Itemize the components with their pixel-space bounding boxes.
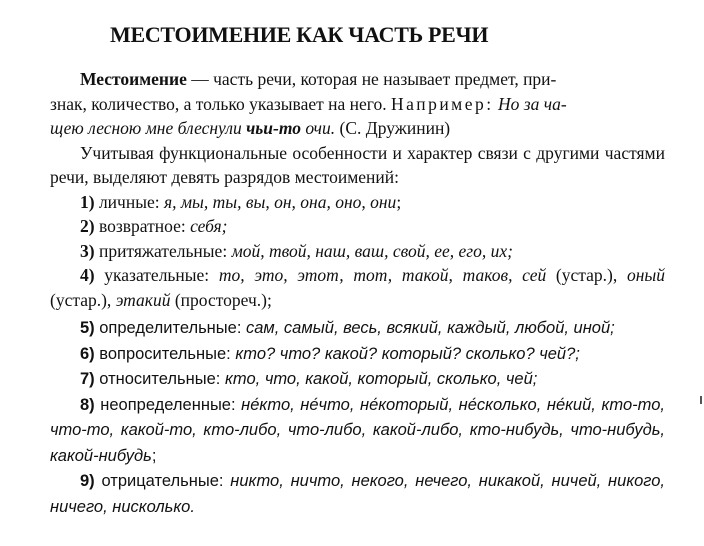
category-examples: то, это, этот, тот, такой, таков, сей [218, 265, 547, 285]
category-examples-3: этакий [115, 289, 171, 310]
category-2 [50, 214, 665, 239]
quote-source: (С. Дружинин) [335, 118, 451, 138]
category-5 [50, 316, 665, 342]
category-7 [50, 367, 665, 393]
category-note-1: (устар.), [546, 265, 627, 285]
category-name: личные: [94, 191, 164, 212]
category-end: ; [396, 191, 402, 212]
category-examples: никто, ничто, некого, нечего, никакой, ничей, никого, ничего, нисколько. [50, 472, 665, 516]
text-block-intro [50, 67, 665, 312]
definition-paragraph [50, 67, 665, 141]
scan-margin-mark [700, 396, 702, 404]
category-examples: не́кто, не́что, не́который, не́сколько, не́кий, кто-то, что-то, какой-то, кто-либо, что-либо, какой-либо, кто-нибудь, что-нибудь, какой-нибудь [50, 395, 665, 465]
category-examples: я, мы, ты, вы, он, она, оно, они [163, 191, 397, 212]
definition-text-1: — часть речи, которая не называет предмет, при- [186, 69, 557, 89]
quote-part-a: Но за ча- [493, 93, 567, 114]
quote-highlight: чьи-то [246, 118, 301, 138]
category-8 [50, 393, 665, 470]
definition-text-2: знак, количество, а только указывает на него. [50, 93, 392, 114]
category-name: возвратное: [94, 216, 191, 236]
category-examples: мой, твой, наш, ваш, свой, ее, его, их; [231, 240, 513, 261]
category-number: 8) [80, 395, 95, 414]
term-pronoun: Местоимение [80, 69, 187, 89]
category-number: 2) [80, 216, 95, 236]
category-name: определительные: [94, 319, 246, 337]
category-number: 6) [80, 344, 95, 363]
category-examples: кто? что? какой? который? сколько? чей?; [235, 344, 580, 363]
category-name: неопределенные: [94, 395, 242, 414]
category-name: относительные: [94, 370, 225, 388]
example-label: Например: [391, 93, 494, 114]
category-examples-2: оный [626, 265, 665, 285]
category-number: 9) [80, 472, 95, 490]
category-examples: кто, что, какой, который, сколько, чей; [224, 370, 538, 388]
category-number: 1) [80, 191, 95, 212]
category-name: отрицательные: [94, 472, 231, 490]
category-4 [50, 263, 665, 312]
category-number: 3) [80, 240, 95, 261]
lead-paragraph: Учитывая функциональные особенности и характер связи с другими частями речи, выделяют девять разрядов местоимений: [50, 142, 665, 187]
text-block-categories [50, 316, 665, 520]
category-name: притяжательные: [94, 240, 232, 261]
category-number: 5) [80, 319, 95, 337]
category-9 [50, 469, 665, 520]
category-3 [50, 239, 665, 264]
page-title: МЕСТОИМЕНИЕ КАК ЧАСТЬ РЕЧИ [110, 22, 489, 47]
category-1 [50, 190, 665, 215]
category-examples: сам, самый, весь, всякий, каждый, любой, иной; [246, 319, 615, 337]
category-name: указательные: [94, 265, 219, 285]
category-number: 4) [80, 265, 95, 285]
category-note-2: (устар.), [50, 289, 116, 310]
quote-part-c: очи. [301, 118, 336, 138]
category-examples: себя; [190, 216, 228, 236]
category-end: ; [151, 446, 157, 465]
category-name: вопросительные: [94, 344, 236, 363]
category-note-3: (простореч.); [170, 289, 272, 310]
category-number: 7) [80, 370, 95, 388]
quote-part-b: щею лесною мне блеснули [50, 118, 247, 138]
category-6 [50, 342, 665, 368]
